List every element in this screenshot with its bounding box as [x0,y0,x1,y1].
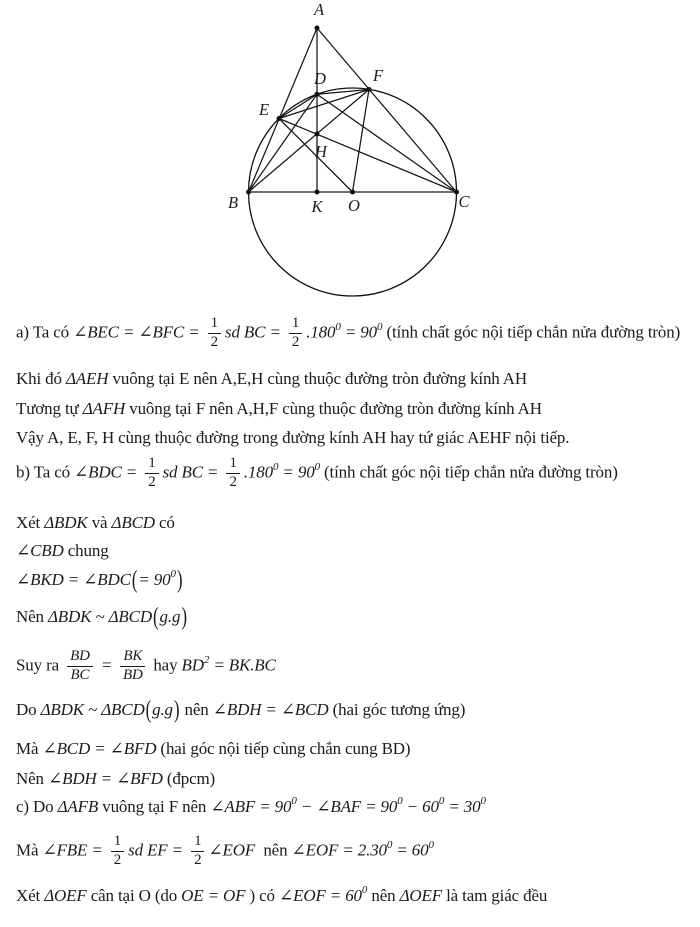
fraction-numerator: 1 [289,316,302,334]
math-run: ∠BDC = [74,462,142,482]
fraction [111,834,124,869]
point-label-H: H [315,142,327,161]
superscript: 0 [361,884,368,897]
fraction-numerator: 1 [145,456,158,474]
fraction-denominator: 2 [148,473,156,490]
fraction-denominator: 2 [210,333,218,350]
math-run: ∠EOF = 60 [278,886,362,905]
text-run: có [154,513,175,532]
superscript: 0 [291,795,297,808]
solution-line-1 [16,316,680,351]
text-run: (đpcm) [162,769,216,788]
solution-line-7 [16,541,109,561]
math-run: = [96,655,117,675]
point-label-D: D [314,69,326,88]
math-run: ΔOEF [44,886,87,905]
text-run: Nên [16,769,48,788]
text-run: Xét [16,886,45,905]
math-run: ∠CBD [16,541,64,560]
math-run: ΔAFH [82,399,126,418]
math-run: ∠BDH = ∠BCD [212,700,329,719]
math-run: ∠ABF = 90 [210,797,292,816]
text-run: (hai góc tương ứng) [328,700,466,719]
text-run: (tính chất góc nội tiếp chắn nửa đường tròn) [319,462,618,482]
math-run: g.g [152,700,173,719]
text-run: là tam giác đều [442,886,548,905]
math-run: sd BC = [162,462,223,482]
math-run: g.g [159,607,181,626]
math-run: ΔBCD [111,513,155,532]
fraction [145,456,158,491]
text-run: c) Do [16,797,58,816]
solution-line-11 [16,694,466,724]
text-run: Tương tự [16,399,83,418]
superscript: 0 [397,795,403,808]
superscript: 0 [272,460,279,473]
math-run: ∠BEC = ∠BFC = [73,322,204,342]
solution-line-9 [16,601,188,631]
fraction [226,456,239,491]
math-run: − ∠BAF = 90 [296,797,398,816]
superscript: 0 [314,460,320,473]
text-run: nên [180,700,213,719]
text-run: (hai góc nội tiếp cùng chắn cung BD) [156,739,411,758]
text-run: vuông tại F nên [98,797,211,816]
text-run: vuông tại F nên A,H,F cùng thuộc đường tròn đường kính AH [125,399,542,418]
fraction-numerator: 1 [111,834,124,852]
fraction [208,316,221,351]
solution-line-8 [16,564,183,594]
text-run: và [87,513,112,532]
math-run: = 90 [340,322,377,342]
fraction-denominator: 2 [229,473,237,490]
math-run: BD [181,655,204,675]
superscript: 0 [480,795,486,808]
superscript: 2 [203,653,210,666]
big-paren: ( [131,564,138,594]
text-run: a) Ta có [16,322,74,342]
math-run: ΔAFB [57,797,99,816]
fraction [191,834,204,869]
fraction [289,316,302,351]
superscript: 0 [438,795,445,808]
big-paren: ) [181,601,187,631]
math-run: − 60 [402,797,439,816]
solution-line-4 [16,428,569,448]
fraction-numerator: 1 [208,316,221,334]
point-label-K: K [311,197,323,216]
math-run: sd BC = [225,322,285,342]
math-run: OE = OF [181,886,246,905]
fraction-denominator: 2 [194,851,202,868]
superscript: 0 [428,838,434,851]
fraction [67,649,93,684]
text-run: Xét [16,513,45,532]
point-label-E: E [258,100,270,119]
superscript: 0 [170,568,176,581]
text-run: Suy ra [16,655,64,675]
superscript: 0 [386,838,393,851]
text-run: (tính chất góc nội tiếp chắn nửa đường tròn) [382,322,681,342]
math-run: ΔAEH [65,369,109,388]
math-run: ∠BCD = ∠BFD [42,739,157,758]
text-run: nên [255,840,292,860]
math-run: ΔBDK [44,513,88,532]
fraction-denominator: 2 [113,851,122,868]
math-run: ΔBDK ~ ΔBCD [40,700,145,719]
math-run: .180 [306,322,336,342]
point-label-O: O [348,196,360,215]
solution-line-16 [16,886,547,906]
point-label-F: F [372,66,384,85]
math-run: .180 [243,462,273,482]
math-run: ∠EOF [208,840,256,860]
solution-line-14 [16,797,486,817]
point-label-A: A [313,0,325,19]
math-run: ∠BDH = ∠BFD [47,769,163,788]
fraction-numerator: 1 [226,456,239,474]
solution-line-13 [16,769,215,789]
text-run: chung [63,541,109,560]
text-run: b) Ta có [16,462,75,482]
solution-line-2 [16,369,527,389]
text-run: vuông tại E nên A,E,H cùng thuộc đường tròn đường kính AH [108,369,528,388]
text-run: Mà [16,739,43,758]
solution-line-3 [16,399,542,419]
math-run: = 90 [138,570,171,589]
text-run: Vậy A, E, F, H cùng thuộc đường trong đường kính AH hay tứ giác AEHF nội tiếp. [16,428,570,447]
fraction-denominator: 2 [291,333,300,350]
fraction-numerator: BD [67,649,93,667]
big-paren: ( [153,601,159,631]
superscript: 0 [376,320,383,333]
fraction [120,649,145,684]
fraction-numerator: 1 [191,834,204,852]
math-run: = BK.BC [209,655,276,675]
math-run: = 30 [444,797,481,816]
big-paren: ( [145,694,152,724]
math-run: = 60 [392,840,429,860]
text-run: Khi đó [16,369,66,388]
solution-line-12 [16,739,410,759]
math-run: ∠FBE = [42,840,107,860]
solution-line-5 [16,456,618,491]
solution-line-15 [16,834,434,869]
math-run: ΔOEF [399,886,442,905]
fraction-numerator: BK [120,649,145,667]
text-run: ) có [245,886,279,905]
text-run: cân tại O (do [86,886,182,905]
point-label-C: C [458,192,470,211]
fraction-denominator: BD [122,666,143,683]
text-run: hay [149,655,182,675]
math-run: ΔBDK ~ ΔBCD [47,607,152,626]
math-run: ∠EOF = 2.30 [291,840,387,860]
solution-line-6 [16,513,175,533]
text-run: nên [367,886,400,905]
text-run: Mà [16,840,43,860]
solution-line-10 [16,649,276,684]
big-paren: ) [173,694,180,724]
math-run: sd EF = [128,840,188,860]
math-run: = 90 [278,462,315,482]
text-run: Do [16,700,41,719]
point-label-B: B [227,193,239,212]
text-run: Nên [16,607,48,626]
fraction-denominator: BC [70,666,90,683]
math-run: ∠BKD = ∠BDC [16,570,131,589]
superscript: 0 [335,320,341,333]
big-paren: ) [176,564,183,594]
